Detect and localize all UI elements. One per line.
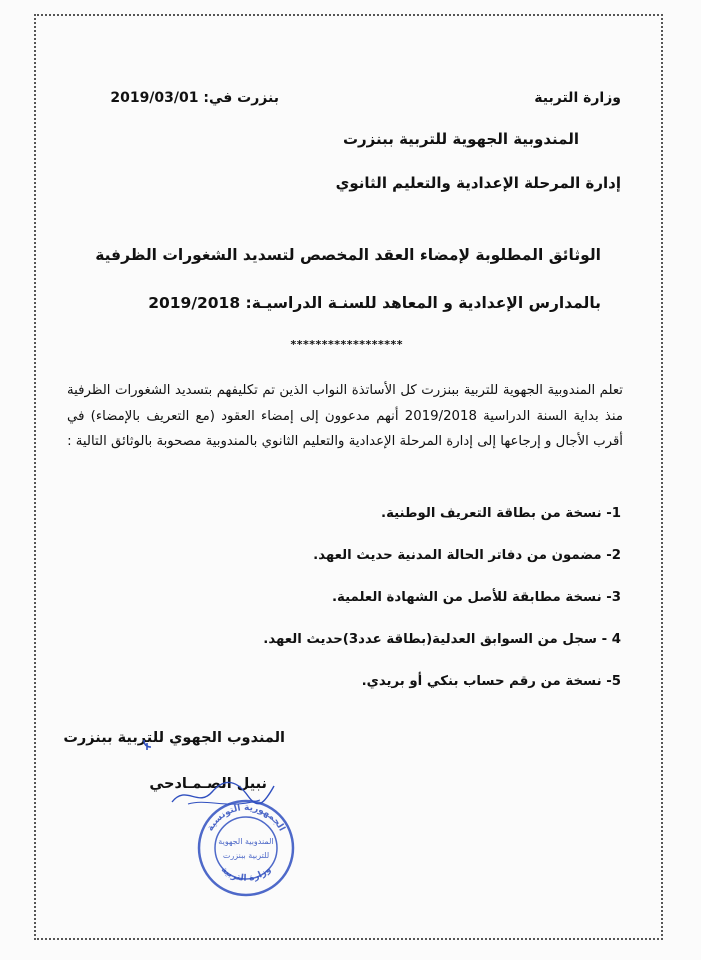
svg-text:الجمهورية التونسية — [206, 803, 287, 833]
signatory-title: المندوب الجهوي للتربية ببنزرت — [63, 730, 285, 746]
place-date-label: بنزرت في: — [203, 90, 279, 106]
document-item-3: 3- نسخة مطابقة للأصل من الشهادة العلمية. — [331, 590, 621, 605]
document-item-5: 5- نسخة من رقم حساب بنكي أو بريدي. — [361, 674, 621, 689]
separator: ****************** — [290, 338, 403, 351]
stamp-inner-line-2: للتربية ببنزرت — [222, 851, 270, 860]
body-paragraph: تعلم المندوبية الجهوية للتربية ببنزرت كل الأساتذة النواب الذين تم تكليفهم بتسديد الشغورات الظرفية منذ بداية السنة الدراسية 2019/2018 أنهم مدعوون إلى إمضاء العقود (مع التعريف بالإمضاء) في أقرب الأجال و إرجاعها إلى إدارة المرحلة الإعدادية والتعليم الثانوي بالمندوبية مصحوبة بالوثائق التالية : — [67, 383, 623, 449]
svg-text:وزارة التربية — [219, 865, 273, 884]
stamp-outer-top: الجمهورية التونسية — [205, 802, 287, 834]
stamp-inner-line-1: المندوبية الجهوية — [218, 837, 274, 846]
regional-office-heading: المندوبية الجهوية للتربية ببنزرت — [342, 130, 579, 148]
ministry-heading: وزارة التربية — [534, 90, 621, 106]
directorate-heading: إدارة المرحلة الإعدادية والتعليم الثانوي — [335, 174, 621, 192]
document-item-2: 2- مضمون من دفاتر الحالة المدنية حديث العهد. — [313, 548, 621, 563]
letter-content — [36, 16, 661, 938]
letter-date: 2019/03/01 — [110, 90, 199, 106]
initial-mark — [141, 738, 155, 752]
title-line-1: الوثائق المطلوبة لإمضاء العقد المخصص لتسديد الشغورات الظرفية — [95, 246, 601, 264]
signatory-name: نبيل الصـمـادحي — [149, 776, 267, 792]
stamp-outer-bottom: وزارة التربية — [218, 864, 274, 884]
title-line-2: بالمدارس الإعدادية و المعاهد للسنـة الدراسيـة: 2019/2018 — [148, 294, 601, 312]
official-stamp — [196, 798, 296, 898]
document-item-4: 4 - سجل من السوابق العدلية(بطاقة عدد3)حديث العهد. — [263, 632, 621, 647]
place-date — [110, 90, 279, 106]
document-item-1: 1- نسخة من بطاقة التعريف الوطنية. — [381, 506, 621, 521]
